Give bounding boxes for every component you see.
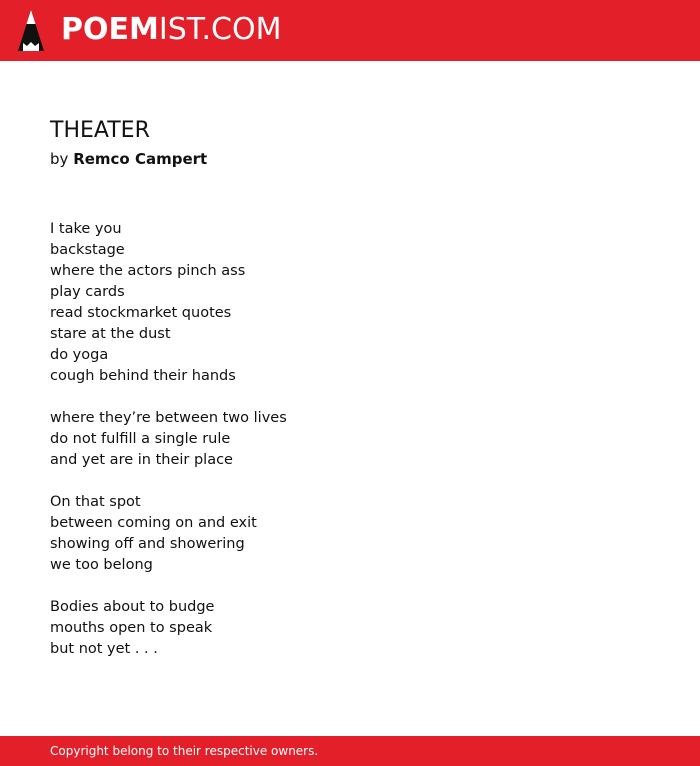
site-logo[interactable] (61, 11, 281, 49)
poem-line: between coming on and exit (50, 515, 257, 531)
poem-line: where they’re between two lives (50, 410, 287, 426)
poem-line: mouths open to speak (50, 620, 213, 636)
poem-stanza (50, 492, 670, 576)
poem-line: do not fulfill a single rule (50, 431, 231, 447)
poem-stanza (50, 219, 670, 387)
poem-line: but not yet . . . (50, 641, 158, 657)
poem-line: where the actors pinch ass (50, 263, 246, 279)
poem-line: do yoga (50, 347, 109, 363)
poem-stanza (50, 408, 670, 471)
site-header (0, 0, 700, 61)
poem-line: showing off and showering (50, 536, 245, 552)
poem-body (50, 219, 670, 681)
poem-line: On that spot (50, 494, 141, 510)
pencil-tip-icon (18, 10, 44, 51)
poem-line: we too belong (50, 557, 153, 573)
site-footer (0, 736, 700, 766)
poem-line: cough behind their hands (50, 368, 236, 384)
poem-line: Bodies about to budge (50, 599, 215, 615)
logo-light-text: IST.COM (158, 12, 282, 47)
poem-line: I take you (50, 221, 122, 237)
logo-bold-text: POEM (61, 12, 159, 47)
poem-line: and yet are in their place (50, 452, 233, 468)
poem-line: stare at the dust (50, 326, 171, 342)
poem-byline (50, 149, 207, 169)
poem-stanza (50, 597, 670, 660)
poem-line: read stockmarket quotes (50, 305, 232, 321)
poem-author: Remco Campert (73, 150, 208, 168)
poem-title: THEATER (50, 118, 150, 143)
copyright-text: Copyright belong to their respective owners. (50, 744, 319, 758)
poem-line: backstage (50, 242, 125, 258)
poem-line: play cards (50, 284, 125, 300)
byline-prefix: by (50, 150, 69, 168)
